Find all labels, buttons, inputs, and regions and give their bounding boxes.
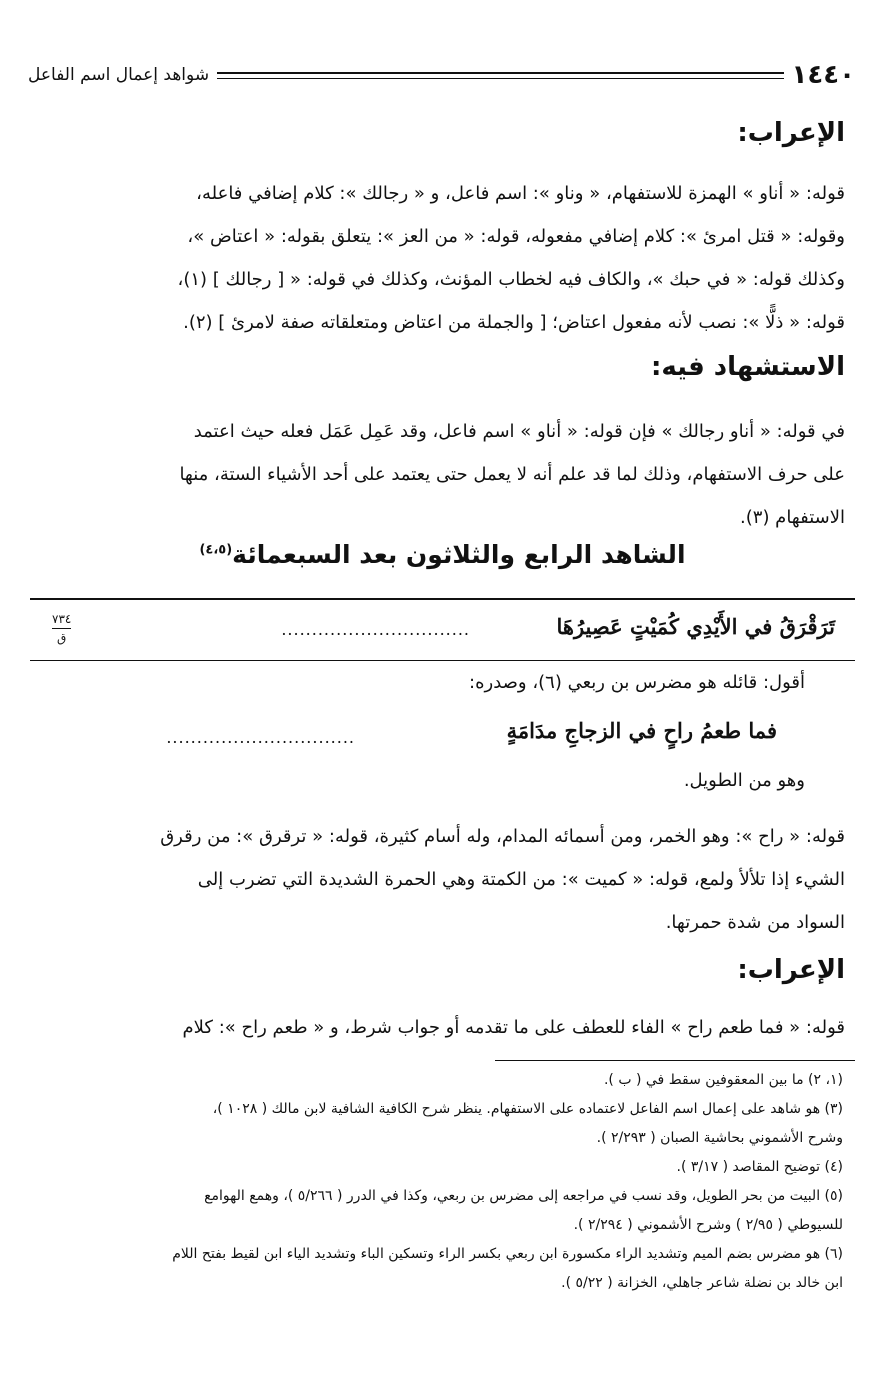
footnote-line: (١، ٢) ما بين المعقوفين سقط في ( ب ). [603,1072,843,1088]
verse-meter-letter: ق [52,628,71,647]
footnote-rule [495,1060,855,1061]
footnotes [30,1066,843,1298]
verse-box [30,598,855,661]
footnote-line: للسيوطي ( ٢/٩٥ ) وشرح الأشموني ( ٢/٢٩٤ ). [573,1217,843,1233]
section-istishhad-body [30,410,845,539]
section-irab-2-body [30,1006,845,1049]
footnote-line: وشرح الأشموني بحاشية الصبان ( ٢/٢٩٣ ). [596,1130,843,1146]
footnote-line: (٤) توضيح المقاصد ( ٣/١٧ ). [676,1159,843,1175]
text-line: السواد من شدة حمرتها. [665,912,845,933]
footnote-line: (٣) هو شاهد على إعمال اسم الفاعل لاعتماده على الاستفهام. ينظر شرح الكافية الشافية لابن مالك ( ١٠٢٨ )، [212,1101,843,1117]
header-rule [217,72,783,79]
first-hemistich-dots: ............................... [166,728,355,747]
footnote-line: ابن خالد بن نضلة شاعر جاهلي، الخزانة ( ٥/٢٢ ). [561,1275,843,1291]
text-line: وكذلك قوله: « في حبك »، والكاف فيه لخطاب المؤنث، وكذلك في قوله: « [ رجالك ] (١)، [177,269,845,290]
section-heading-irab-2: الإعراب: [737,955,845,985]
section-irab-body [30,172,845,344]
text-line: في قوله: « أناو رجالك » فإن قوله: « أناو » اسم فاعل، وقد عَمِل عَمَل فعله حيث اعتمد [193,421,845,442]
text-line: قوله: « راح »: وهو الخمر، ومن أسمائه المدام، وله أسام كثيرة، قوله: « ترقرق »: من رقرق [160,826,845,847]
page-number: ١٤٤٠ [791,60,855,90]
text-line: قوله: « ذلًّا »: نصب لأنه مفعول اعتاض؛ [ والجملة من اعتاض ومتعلقاته صفة لامرئ ] (٢). [183,312,845,333]
section-vocabulary-body [30,815,845,944]
running-header [28,58,855,92]
verse-hemistich: تَرَقْرَقُ في الأَيْدِي كُمَيْتٍ عَصِيرُهَا [556,614,835,639]
section-heading-irab: الإعراب: [737,118,845,148]
verse-number [52,610,71,647]
text-line: الشيء إذا تلألأ ولمع، قوله: « كميت »: من الكمتة وهي الحمرة الشديدة التي تضرب إلى [197,869,845,890]
text-line: قوله: « فما طعم راح » الفاء للعطف على ما تقدمه أو جواب شرط، و « طعم راح »: كلام [182,1017,845,1038]
footnote-line: (٥) البيت من بحر الطويل، وقد نسب في مراجعه إلى مضرس بن ربعي، وكذا في الدرر ( ٥/٢٦٦ )، وهمع الهوامع [204,1188,843,1204]
section-heading-istishhad: الاستشهاد فيه: [650,352,845,382]
shahid-title [0,540,885,569]
shahid-title-ref: (٤،٥) [199,542,233,558]
shahid-title-text: الشاهد الرابع والثلاثون بعد السبعمائة [232,540,686,569]
running-title: شواهد إعمال اسم الفاعل [28,65,210,85]
intro-line: أقول: قائله هو مضرس بن ربعي (٦)، وصدره: [469,672,805,693]
footnote-line: (٦) هو مضرس بضم الميم وتشديد الراء مكسورة ابن ربعي بكسر الراء وتسكين الباء وتشديد الياء ابن لقيط بفتح اللام [172,1246,843,1262]
text-line: وقوله: « قتل امرئ »: كلام إضافي مفعوله، قوله: « من العز »: يتعلق بقوله: « اعتاض »، [187,226,845,247]
text-line: الاستفهام (٣). [740,507,845,528]
text-line: قوله: « أناو » الهمزة للاستفهام، « وناو »: اسم فاعل، و « رجالك »: كلام إضافي فاعله، [196,183,845,204]
verse-dots: ............................... [281,620,470,639]
verse-number-value: ٧٣٤ [52,612,72,626]
meter-note: وهو من الطويل. [683,770,805,791]
text-line: على حرف الاستفهام، وذلك لما قد علم أنه لا يعمل حتى يعتمد على أحد الأشياء الستة، منها [179,464,845,485]
first-hemistich: فما طعمُ راحٍ في الزجاجِ مدَامَةٍ [506,718,777,743]
